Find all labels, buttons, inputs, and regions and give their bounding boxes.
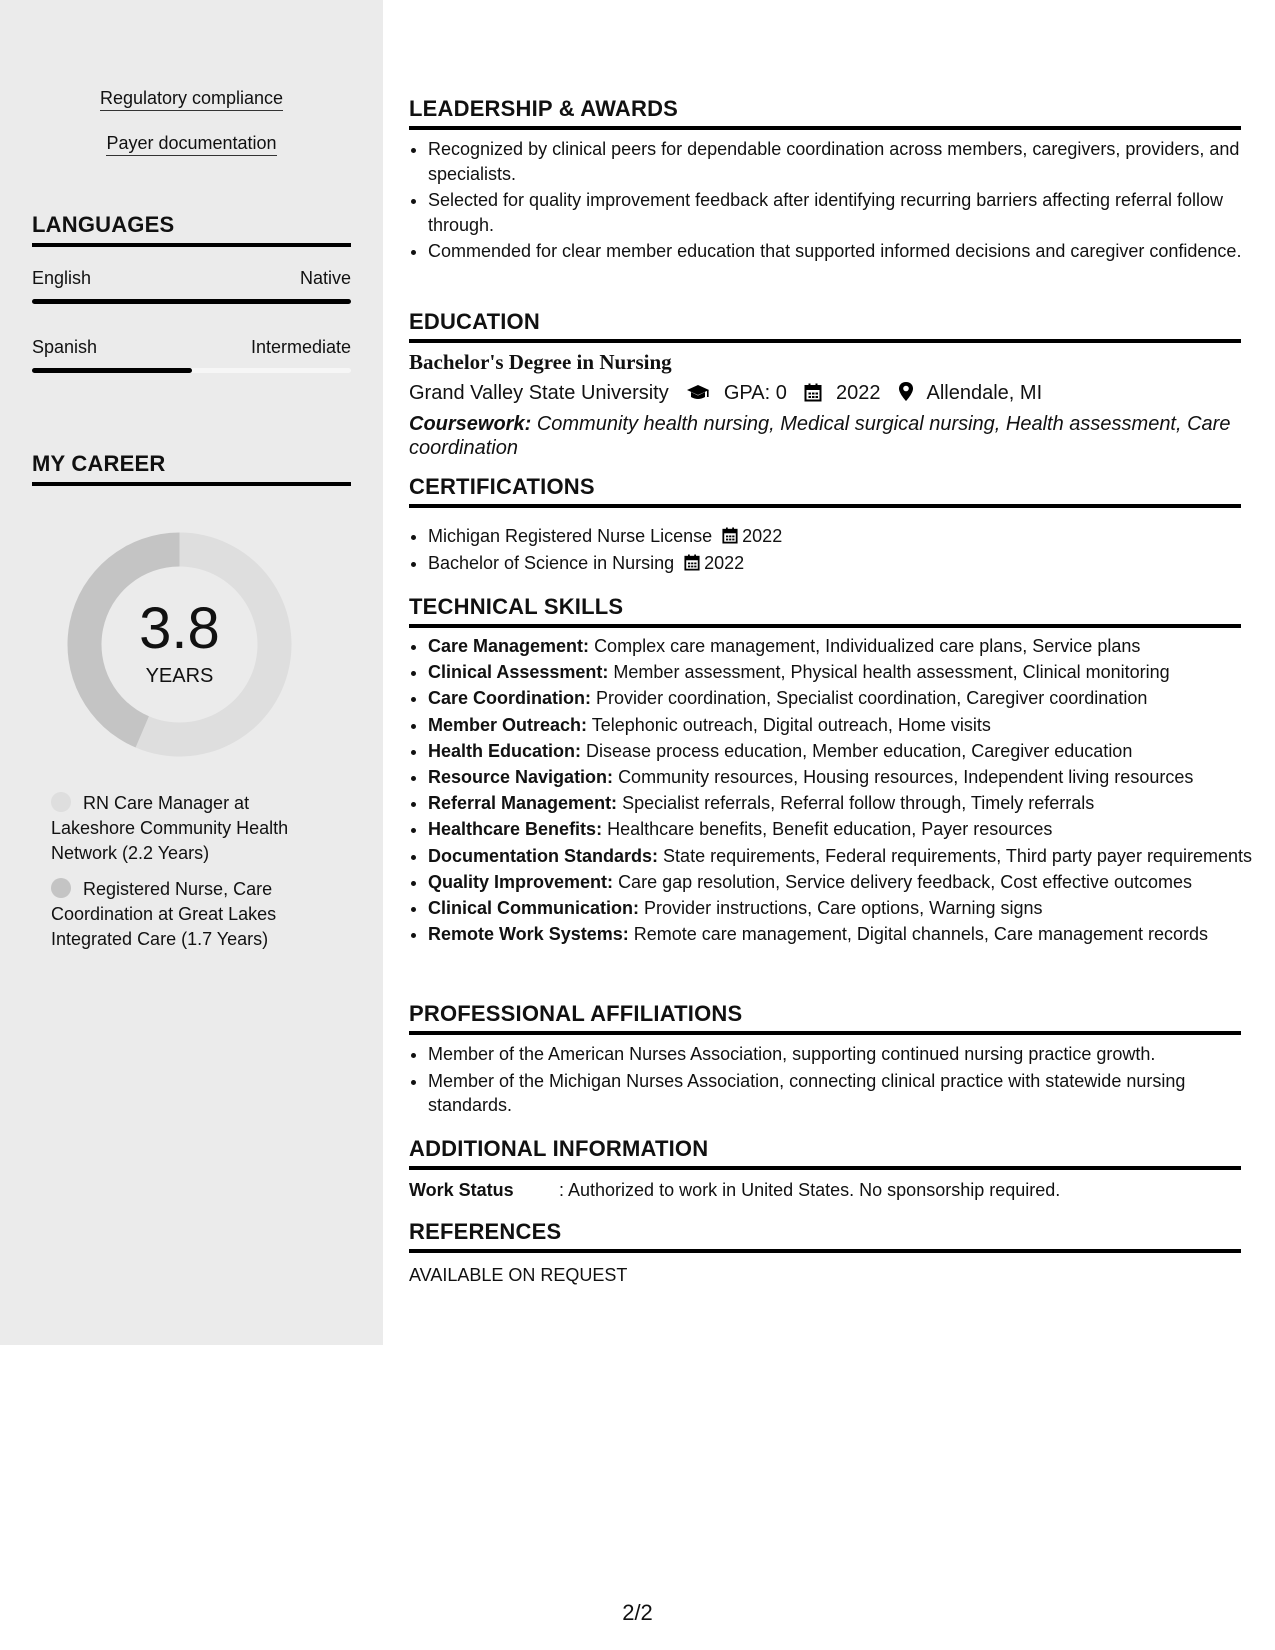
skill-label: Clinical Assessment: — [428, 662, 609, 683]
skill-text: Complex care management, Individualized care plans, Service plans — [594, 636, 1141, 656]
skill-text: Specialist referrals, Referral follow through, Timely referrals — [622, 793, 1095, 814]
leadership-list — [409, 137, 1260, 266]
language-name: Spanish — [32, 337, 98, 357]
skill-item — [428, 844, 1260, 868]
skill-text: Care gap resolution, Service delivery feedback, Cost effective outcomes — [618, 871, 1193, 892]
calendar-icon — [804, 383, 822, 402]
references-heading: REFERENCES — [409, 1219, 1241, 1253]
work-status — [409, 1180, 1241, 1201]
career-unit: YEARS — [145, 665, 214, 687]
skill-label: Member Outreach: — [428, 714, 588, 735]
skill-tag-label: Payer documentation — [106, 133, 276, 156]
skill-text: Member assessment, Physical health assessment, Clinical monitoring — [613, 662, 1170, 683]
skill-tag-label: Regulatory compliance — [100, 88, 283, 111]
gpa: GPA: 0 — [723, 382, 787, 404]
certification-item — [428, 524, 1260, 549]
language-bar-fill — [32, 368, 192, 373]
skill-label: Care Management: — [428, 636, 590, 656]
affiliations-list — [409, 1042, 1260, 1120]
language-bar — [32, 299, 351, 304]
career-total: 3.8 — [139, 596, 220, 661]
language-level: Native — [299, 268, 351, 288]
career-heading: MY CAREER — [32, 451, 351, 486]
certification-year: 2022 — [742, 526, 783, 546]
work-status-value: : Authorized to work in United States. No sponsorship required. — [559, 1180, 1061, 1200]
language-row — [32, 268, 351, 289]
location-pin-icon — [898, 381, 914, 402]
language-name: English — [32, 268, 92, 288]
skill-text: Healthcare benefits, Benefit education, Payer resources — [607, 819, 1053, 840]
certification-item — [428, 551, 1260, 576]
skill-text: Community resources, Housing resources, Independent living resources — [618, 767, 1194, 788]
career-item — [51, 791, 311, 866]
technical-skills-heading: TECHNICAL SKILLS — [409, 594, 1241, 628]
skill-item — [428, 686, 1260, 710]
coursework-text: Community health nursing, Medical surgical nursing, Health assessment, Care coordination — [409, 413, 1231, 459]
skill-label: Resource Navigation: — [428, 767, 614, 788]
skill-label: Health Education: — [428, 740, 582, 761]
certification-year: 2022 — [704, 552, 745, 573]
calendar-icon — [684, 554, 700, 571]
career-dot-icon — [51, 792, 71, 812]
language-level: Intermediate — [250, 337, 351, 357]
skill-text: Remote care management, Digital channels, Care management records — [633, 924, 1209, 945]
skill-item — [428, 922, 1260, 946]
coursework — [409, 412, 1241, 460]
career-item-text: RN Care Manager at Lakeshore Community Health Network (2.2 Years) — [51, 793, 289, 863]
sidebar — [0, 0, 383, 1345]
certification-name: Michigan Registered Nurse License — [428, 526, 713, 546]
skill-label: Referral Management: — [428, 793, 618, 814]
list-item: • Recognized by clinical peers for dependable coordination across members, caregivers, providers, and specialists. — [428, 137, 1260, 186]
skill-text: Provider instructions, Care options, Warning signs — [644, 898, 1043, 919]
skill-item — [428, 660, 1260, 684]
leadership-heading: LEADERSHIP & AWARDS — [409, 96, 1241, 130]
skill-label: Documentation Standards: — [428, 845, 659, 866]
degree-title: Bachelor's Degree in Nursing — [409, 350, 672, 374]
skill-text: Telephonic outreach, Digital outreach, Home visits — [591, 714, 991, 735]
list-item: • Member of the Michigan Nurses Association, connecting clinical practice with statewide nursing standards. — [428, 1069, 1260, 1118]
list-item: • Selected for quality improvement feedback after identifying recurring barriers affecting referral follow through. — [428, 188, 1260, 237]
skill-item — [428, 713, 1260, 737]
languages-heading: LANGUAGES — [32, 212, 351, 247]
skill-label: Quality Improvement: — [428, 871, 614, 892]
skill-item — [428, 817, 1260, 841]
skill-item — [428, 739, 1260, 763]
career-item-text: Registered Nurse, Care Coordination at Great Lakes Integrated Care (1.7 Years) — [51, 879, 277, 949]
skill-text: Provider coordination, Specialist coordination, Caregiver coordination — [596, 688, 1148, 709]
affiliations-heading: PROFESSIONAL AFFILIATIONS — [409, 1001, 1241, 1035]
skill-tag — [32, 88, 351, 109]
skill-label: Care Coordination: — [428, 688, 592, 709]
skill-label: Healthcare Benefits: — [428, 819, 603, 840]
career-item — [51, 877, 311, 952]
technical-skills-list — [409, 634, 1260, 948]
skill-item — [428, 896, 1260, 920]
coursework-label: Coursework: — [409, 413, 532, 435]
skill-item — [428, 765, 1260, 789]
references-text: AVAILABLE ON REQUEST — [409, 1265, 628, 1285]
school-name: Grand Valley State University — [409, 382, 669, 404]
language-bar — [32, 368, 351, 373]
certifications-heading: CERTIFICATIONS — [409, 474, 1241, 508]
skill-text: State requirements, Federal requirements, Third party payer requirements — [663, 845, 1252, 866]
certification-name: Bachelor of Science in Nursing — [428, 552, 675, 573]
certifications-list — [409, 524, 1260, 577]
skill-text: Disease process education, Member education, Caregiver education — [586, 740, 1133, 761]
graduation-cap-icon — [686, 384, 710, 402]
language-row — [32, 337, 351, 358]
career-dot-icon — [51, 878, 71, 898]
additional-info-heading: ADDITIONAL INFORMATION — [409, 1136, 1241, 1170]
skill-label: Clinical Communication: — [428, 898, 640, 919]
work-status-label: Work Status — [409, 1180, 514, 1200]
skill-item — [428, 791, 1260, 815]
calendar-icon — [722, 527, 738, 544]
graduation-year: 2022 — [836, 382, 881, 404]
page-number: 2/2 — [622, 1600, 653, 1625]
school-location: Allendale, MI — [926, 382, 1043, 404]
education-details — [409, 381, 1042, 405]
education-heading: EDUCATION — [409, 309, 1241, 343]
list-item: • Commended for clear member education that supported informed decisions and caregiver confidence. — [428, 239, 1260, 264]
skill-item — [428, 634, 1260, 658]
list-item: • Member of the American Nurses Association, supporting continued nursing practice growth. — [428, 1042, 1260, 1067]
skill-label: Remote Work Systems: — [428, 924, 629, 945]
skill-tag — [32, 133, 351, 154]
language-bar-fill — [32, 299, 351, 304]
skill-item — [428, 870, 1260, 894]
